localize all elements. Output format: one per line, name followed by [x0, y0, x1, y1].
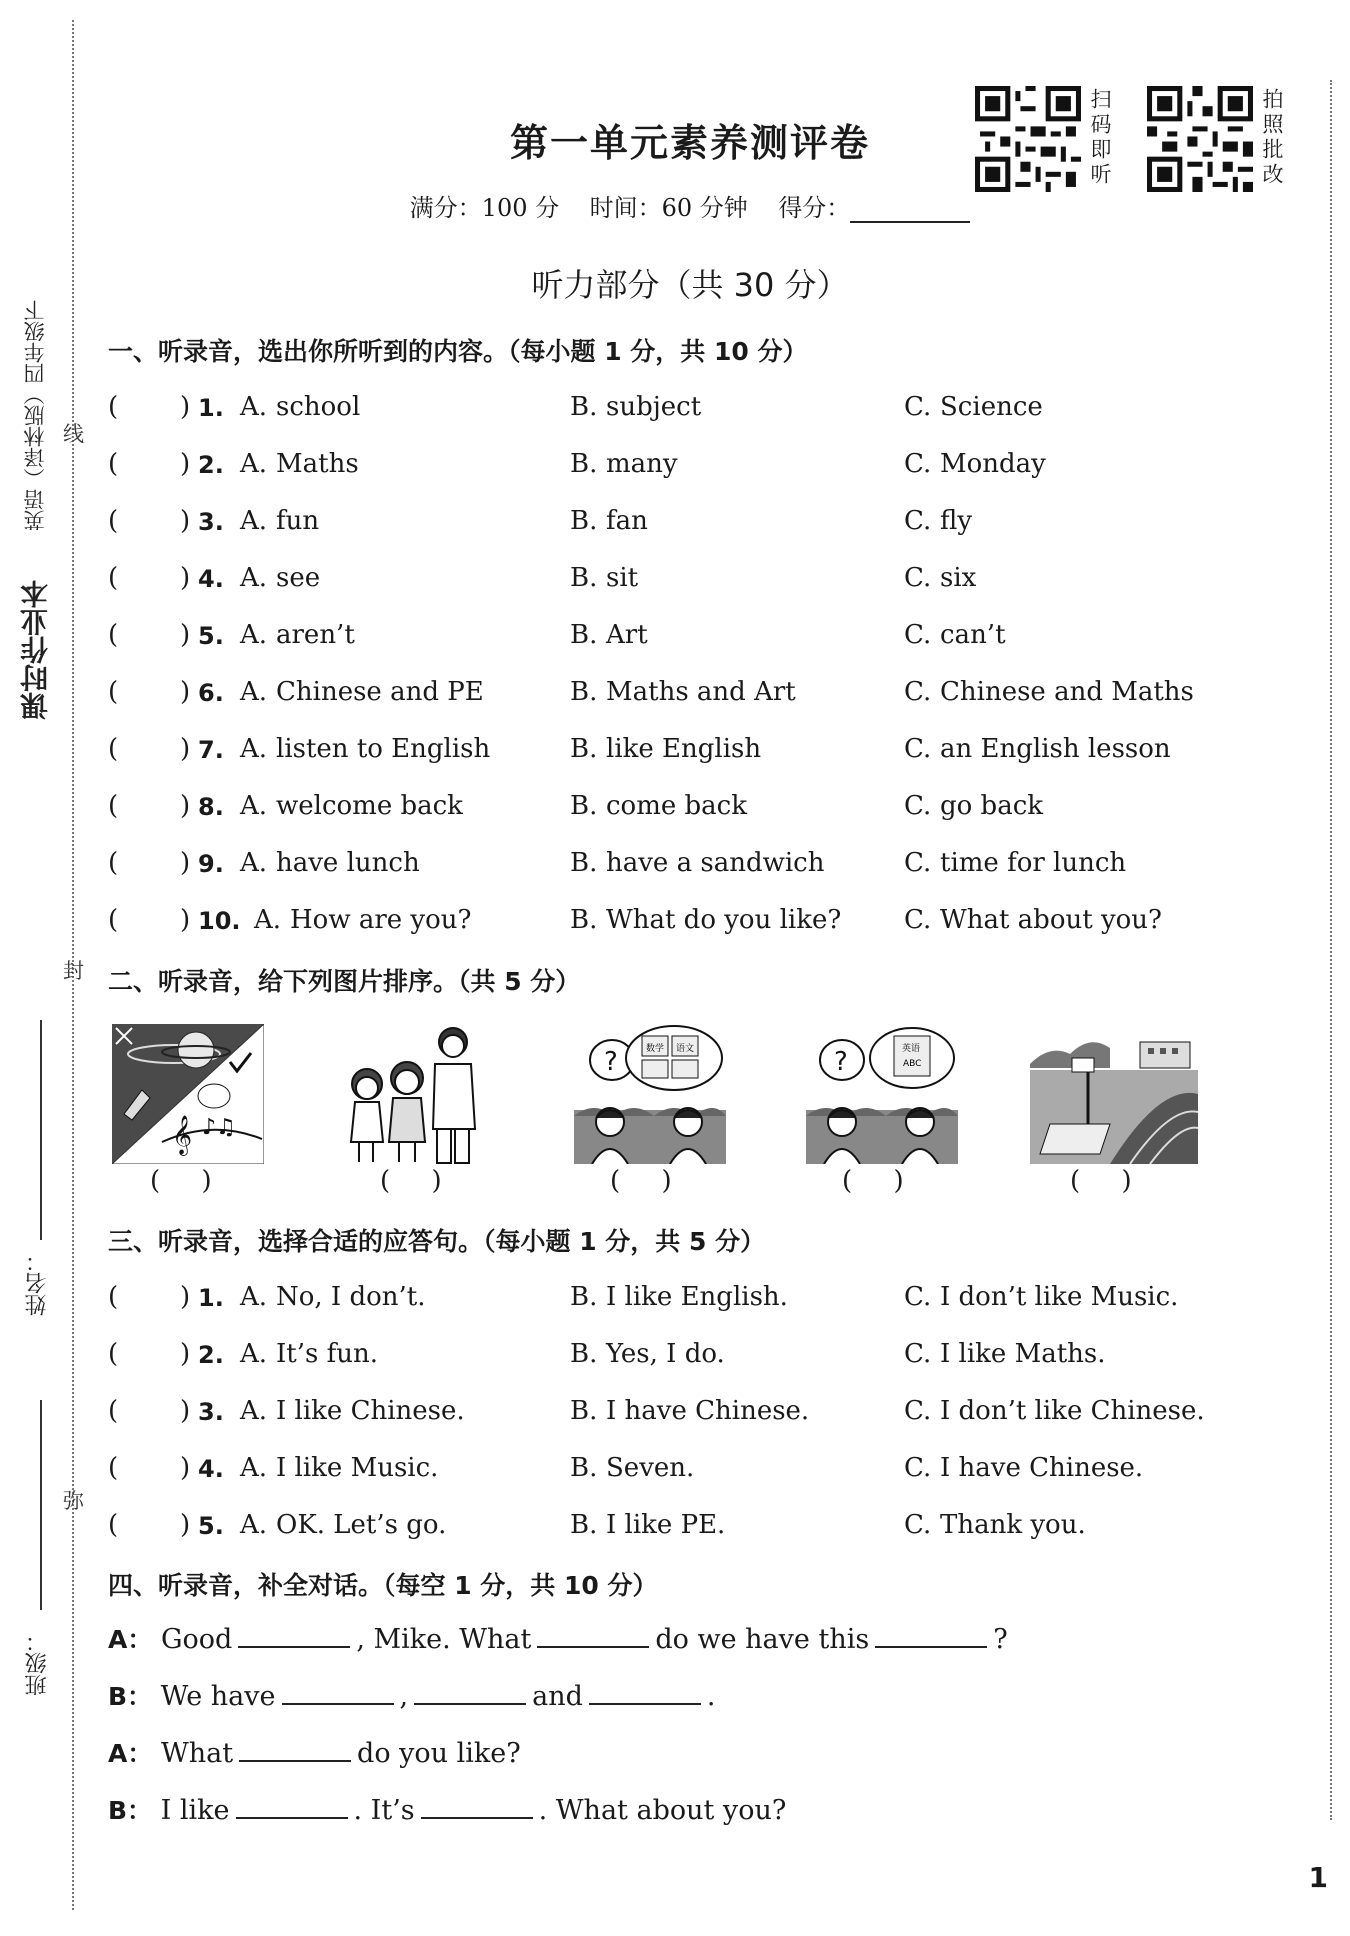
option-text: Yes, I do.: [606, 1339, 725, 1369]
answer-paren-left[interactable]: (: [108, 620, 119, 650]
dialog-text: do we have this: [655, 1624, 870, 1655]
question-row: [108, 734, 1228, 774]
answer-paren-left[interactable]: (: [108, 1510, 119, 1540]
part1-heading: 一、听录音，选出你所听到的内容。（每小题 1 分，共 10 分）: [108, 337, 808, 366]
option-b[interactable]: [570, 791, 747, 821]
speaker-a: A：: [108, 1739, 153, 1768]
question-number: 3.: [198, 508, 224, 536]
svg-text:𝄞: 𝄞: [172, 1115, 193, 1155]
option-a[interactable]: [240, 392, 360, 422]
question-row: [108, 848, 1228, 888]
option-letter: A.: [240, 1339, 268, 1369]
answer-paren-3[interactable]: ( ): [610, 1166, 672, 1196]
option-letter: C.: [904, 677, 932, 707]
option-letter: B.: [570, 791, 598, 821]
option-text: welcome back: [276, 791, 463, 821]
answer-paren-right[interactable]: ): [180, 1510, 191, 1540]
answer-paren-left[interactable]: (: [108, 905, 119, 935]
book-title: 课时作业本: [19, 580, 52, 720]
option-text: Art: [606, 620, 648, 650]
book-subtitle: 英语（译林版）四年级下: [23, 300, 47, 531]
option-text: Seven.: [606, 1453, 695, 1483]
question-number: 7.: [198, 736, 224, 764]
option-a[interactable]: [240, 449, 359, 479]
option-text: Thank you.: [940, 1510, 1086, 1540]
option-text: What about you?: [940, 905, 1162, 935]
option-b[interactable]: [570, 677, 796, 707]
option-b[interactable]: [570, 506, 648, 536]
option-b[interactable]: [570, 1453, 694, 1483]
question-number: 4.: [198, 1455, 224, 1483]
option-letter: A.: [240, 734, 268, 764]
option-c[interactable]: [904, 392, 1043, 422]
answer-blank[interactable]: [239, 1734, 351, 1762]
option-letter: A.: [240, 1282, 268, 1312]
option-text: No, I don’t.: [276, 1282, 426, 1312]
option-letter: B.: [570, 1510, 598, 1540]
option-text: fun: [276, 506, 320, 536]
option-letter: B.: [570, 905, 598, 935]
question-row: [108, 1282, 1228, 1322]
option-c[interactable]: [904, 1510, 1086, 1540]
bubble-text-chinese: 语文: [676, 1044, 695, 1054]
name-blank-line[interactable]: [40, 1020, 42, 1240]
answer-paren-left[interactable]: (: [108, 848, 119, 878]
answer-blank[interactable]: [421, 1791, 533, 1819]
answer-paren-right[interactable]: ): [180, 905, 191, 935]
answer-blank[interactable]: [282, 1677, 394, 1705]
answer-paren-left[interactable]: (: [108, 506, 119, 536]
option-text: Science: [940, 392, 1043, 422]
option-letter: A.: [240, 563, 268, 593]
answer-paren-right[interactable]: ): [180, 1453, 191, 1483]
question-number: 5.: [198, 1512, 224, 1540]
option-text: listen to English: [276, 734, 491, 764]
option-a[interactable]: [240, 1282, 426, 1312]
option-letter: C.: [904, 620, 932, 650]
option-letter: A.: [240, 1510, 268, 1540]
qr-code-grade[interactable]: [1147, 86, 1253, 192]
answer-paren-right[interactable]: ): [180, 449, 191, 479]
option-letter: B.: [570, 677, 598, 707]
speaker-b: B：: [108, 1682, 153, 1711]
option-c[interactable]: [904, 1453, 1143, 1483]
qr-listen-caption: 扫码即听: [1088, 88, 1112, 188]
option-letter: B.: [570, 848, 598, 878]
option-letter: A.: [254, 905, 282, 935]
dialog-text: We have: [160, 1681, 276, 1712]
option-text: What do you like?: [606, 905, 842, 935]
bubble-text-english: 英语: [902, 1044, 921, 1054]
question-row: [108, 1339, 1228, 1379]
option-c[interactable]: [904, 1282, 1178, 1312]
answer-paren-left[interactable]: (: [108, 392, 119, 422]
question-row: [108, 791, 1228, 831]
class-blank-line[interactable]: [40, 1400, 42, 1610]
option-a[interactable]: [254, 905, 471, 935]
picture-family: [345, 1024, 500, 1164]
part3-heading: 三、听录音，选择合适的应答句。（每小题 1 分，共 5 分）: [108, 1227, 766, 1256]
option-c[interactable]: [904, 563, 976, 593]
question-number: 10.: [198, 907, 241, 935]
qr-grade-caption: 拍照批改: [1260, 88, 1284, 188]
svg-text:♪♫: ♪♫: [202, 1115, 236, 1140]
option-c[interactable]: [904, 791, 1043, 821]
dialog-text: .: [706, 1681, 716, 1712]
dialog-text: . It’s: [353, 1795, 415, 1826]
option-b[interactable]: [570, 1282, 788, 1312]
option-a[interactable]: [240, 620, 355, 650]
option-letter: B.: [570, 1396, 598, 1426]
bubble-text-math: 数学: [646, 1044, 665, 1054]
answer-paren-right[interactable]: ): [180, 506, 191, 536]
option-text: have lunch: [276, 848, 420, 878]
option-text: I like PE.: [606, 1510, 726, 1540]
option-a[interactable]: [240, 848, 420, 878]
answer-paren-right[interactable]: ): [180, 1339, 191, 1369]
question-number: 8.: [198, 793, 224, 821]
option-b[interactable]: [570, 848, 824, 878]
option-letter: C.: [904, 1282, 932, 1312]
answer-paren-left[interactable]: (: [108, 791, 119, 821]
option-letter: B.: [570, 563, 598, 593]
option-c[interactable]: [904, 506, 972, 536]
option-text: sit: [606, 563, 639, 593]
dialog-text: do you like?: [357, 1738, 521, 1769]
option-c[interactable]: [904, 734, 1171, 764]
option-letter: B.: [570, 1339, 598, 1369]
score-label: 得分：: [778, 194, 851, 222]
question-number: 1.: [198, 1284, 224, 1312]
picture-boys-english: [806, 1024, 958, 1164]
class-label: 班级：: [25, 1630, 50, 1696]
option-letter: A.: [240, 620, 268, 650]
listening-section-title: 听力部分（共 30 分）: [531, 266, 849, 304]
option-letter: C.: [904, 1453, 932, 1483]
option-text: I like Music.: [276, 1453, 439, 1483]
option-text: can’t: [940, 620, 1006, 650]
question-number: 2.: [198, 1341, 224, 1369]
option-c[interactable]: [904, 449, 1046, 479]
answer-paren-right[interactable]: ): [180, 392, 191, 422]
option-letter: B.: [570, 1453, 598, 1483]
full-score: 满分：100 分: [409, 194, 560, 222]
option-letter: C.: [904, 1339, 932, 1369]
answer-paren-right[interactable]: ): [180, 1396, 191, 1426]
option-text: I like Chinese.: [276, 1396, 465, 1426]
picture-boys-subjects: [574, 1024, 726, 1164]
option-b[interactable]: [570, 734, 761, 764]
option-letter: A.: [240, 791, 268, 821]
dialog-line-1: [108, 1620, 1008, 1656]
option-text: see: [276, 563, 321, 593]
dialog-text: . What about you?: [538, 1795, 787, 1826]
option-a[interactable]: [240, 1339, 378, 1369]
option-letter: C.: [904, 905, 932, 935]
option-letter: C.: [904, 1510, 932, 1540]
question-number: 4.: [198, 565, 224, 593]
option-letter: C.: [904, 506, 932, 536]
option-text: go back: [940, 791, 1044, 821]
option-c[interactable]: [904, 1396, 1205, 1426]
question-row: [108, 506, 1228, 546]
right-dotted-line: [1330, 80, 1332, 1820]
answer-paren-left[interactable]: (: [108, 734, 119, 764]
dialog-text: I like: [160, 1795, 230, 1826]
option-text: fly: [940, 506, 973, 536]
picture-science-music: [112, 1024, 264, 1164]
option-a[interactable]: [240, 1510, 446, 1540]
option-text: Maths: [276, 449, 359, 479]
option-text: aren’t: [276, 620, 355, 650]
answer-paren-left[interactable]: (: [108, 563, 119, 593]
option-text: many: [606, 449, 678, 479]
option-letter: A.: [240, 392, 268, 422]
answer-blank[interactable]: [875, 1620, 987, 1648]
dialog-text: Good: [160, 1624, 233, 1655]
question-number: 5.: [198, 622, 224, 650]
question-row: [108, 1510, 1228, 1550]
dialog-text: What: [160, 1738, 234, 1769]
answer-blank[interactable]: [537, 1620, 649, 1648]
option-letter: C.: [904, 734, 932, 764]
option-text: I have Chinese.: [606, 1396, 810, 1426]
option-b[interactable]: [570, 1339, 725, 1369]
option-letter: A.: [240, 677, 268, 707]
dialog-line-4: [108, 1791, 786, 1827]
option-c[interactable]: [904, 848, 1126, 878]
question-row: [108, 905, 1228, 945]
answer-paren-left[interactable]: (: [108, 1282, 119, 1312]
question-row: [108, 563, 1228, 603]
option-letter: A.: [240, 1396, 268, 1426]
time-limit: 时间：60 分钟: [589, 194, 748, 222]
option-text: Maths and Art: [606, 677, 796, 707]
seal-char-close: 弥: [63, 1489, 84, 1513]
question-number: 1.: [198, 394, 224, 422]
option-a[interactable]: [240, 734, 490, 764]
question-row: [108, 677, 1228, 717]
answer-paren-left[interactable]: (: [108, 677, 119, 707]
dialog-line-3: [108, 1734, 521, 1770]
answer-paren-left[interactable]: (: [108, 449, 119, 479]
option-b[interactable]: [570, 1510, 725, 1540]
option-text: Chinese and PE: [276, 677, 484, 707]
answer-paren-4[interactable]: ( ): [842, 1166, 904, 1196]
option-letter: C.: [904, 392, 932, 422]
answer-paren-5[interactable]: ( ): [1070, 1166, 1132, 1196]
option-c[interactable]: [904, 1339, 1106, 1369]
option-letter: B.: [570, 1282, 598, 1312]
answer-paren-right[interactable]: ): [180, 1282, 191, 1312]
answer-paren-right[interactable]: ): [180, 677, 191, 707]
option-text: I like Maths.: [940, 1339, 1106, 1369]
option-b[interactable]: [570, 392, 701, 422]
option-text: subject: [606, 392, 702, 422]
option-letter: C.: [904, 449, 932, 479]
option-letter: C.: [904, 791, 932, 821]
answer-paren-right[interactable]: ): [180, 734, 191, 764]
dialog-text: ?: [993, 1624, 1008, 1655]
option-text: I don’t like Music.: [940, 1282, 1179, 1312]
option-text: Monday: [940, 449, 1046, 479]
answer-paren-left[interactable]: (: [108, 1453, 119, 1483]
bubble-text-abc: ABC: [903, 1059, 922, 1069]
option-letter: C.: [904, 563, 932, 593]
answer-paren-right[interactable]: ): [180, 563, 191, 593]
option-text: come back: [606, 791, 747, 821]
answer-blank[interactable]: [238, 1620, 350, 1648]
question-number: 2.: [198, 451, 224, 479]
option-a[interactable]: [240, 563, 320, 593]
option-letter: C.: [904, 848, 932, 878]
option-text: an English lesson: [940, 734, 1171, 764]
question-number: 6.: [198, 679, 224, 707]
qr-code-listen[interactable]: [975, 86, 1081, 192]
option-text: It’s fun.: [276, 1339, 378, 1369]
answer-paren-right[interactable]: ): [180, 620, 191, 650]
option-letter: C.: [904, 1396, 932, 1426]
option-b[interactable]: [570, 563, 638, 593]
option-text: time for lunch: [940, 848, 1127, 878]
option-text: fan: [606, 506, 648, 536]
option-a[interactable]: [240, 1453, 438, 1483]
answer-blank[interactable]: [589, 1677, 701, 1705]
part2-heading: 二、听录音，给下列图片排序。（共 5 分）: [108, 967, 581, 996]
answer-paren-1[interactable]: ( ): [150, 1166, 212, 1196]
option-b[interactable]: [570, 620, 648, 650]
dialog-text: and: [532, 1681, 583, 1712]
seal-char-seal: 封: [63, 959, 84, 983]
option-text: How are you?: [290, 905, 472, 935]
option-c[interactable]: [904, 677, 1194, 707]
svg-text:?: ?: [604, 1047, 618, 1077]
option-a[interactable]: [240, 791, 463, 821]
speaker-b: B：: [108, 1796, 153, 1825]
score-blank[interactable]: [850, 199, 970, 223]
option-text: like English: [606, 734, 762, 764]
option-text: six: [940, 563, 977, 593]
speaker-a: A：: [108, 1625, 153, 1654]
option-text: school: [276, 392, 361, 422]
option-a[interactable]: [240, 506, 319, 536]
option-b[interactable]: [570, 449, 678, 479]
seal-char-line: 线: [63, 422, 84, 446]
answer-blank[interactable]: [236, 1791, 348, 1819]
answer-paren-right[interactable]: ): [180, 848, 191, 878]
option-letter: B.: [570, 449, 598, 479]
option-letter: B.: [570, 506, 598, 536]
question-row: [108, 620, 1228, 660]
page-title: 第一单元素养测评卷: [509, 120, 870, 165]
svg-text:?: ?: [834, 1047, 848, 1077]
question-row: [108, 1396, 1228, 1436]
dialog-line-2: [108, 1677, 715, 1713]
option-text: I have Chinese.: [940, 1453, 1144, 1483]
option-letter: A.: [240, 848, 268, 878]
option-letter: B.: [570, 734, 598, 764]
question-number: 3.: [198, 1398, 224, 1426]
dialog-text: , Mike. What: [356, 1624, 532, 1655]
option-letter: A.: [240, 506, 268, 536]
answer-paren-left[interactable]: (: [108, 1396, 119, 1426]
option-letter: B.: [570, 620, 598, 650]
answer-paren-2[interactable]: ( ): [380, 1166, 442, 1196]
picture-school-playground: [1030, 1024, 1198, 1164]
option-a[interactable]: [240, 677, 484, 707]
option-b[interactable]: [570, 905, 841, 935]
question-row: [108, 449, 1228, 489]
option-text: OK. Let’s go.: [276, 1510, 447, 1540]
option-text: I like English.: [606, 1282, 788, 1312]
option-letter: A.: [240, 1453, 268, 1483]
exam-meta: [300, 188, 1080, 223]
option-c[interactable]: [904, 620, 1006, 650]
option-text: I don’t like Chinese.: [940, 1396, 1205, 1426]
part4-heading: 四、听录音，补全对话。（每空 1 分，共 10 分）: [108, 1571, 658, 1600]
option-b[interactable]: [570, 1396, 809, 1426]
option-letter: B.: [570, 392, 598, 422]
answer-paren-left[interactable]: (: [108, 1339, 119, 1369]
option-a[interactable]: [240, 1396, 465, 1426]
answer-paren-right[interactable]: ): [180, 791, 191, 821]
dialog-text: ,: [399, 1681, 409, 1712]
option-text: have a sandwich: [606, 848, 825, 878]
option-text: Chinese and Maths: [940, 677, 1194, 707]
page-number: 1: [1308, 1861, 1328, 1894]
question-number: 9.: [198, 850, 224, 878]
option-letter: A.: [240, 449, 268, 479]
question-row: [108, 392, 1228, 432]
option-c[interactable]: [904, 905, 1162, 935]
answer-blank[interactable]: [414, 1677, 526, 1705]
question-row: [108, 1453, 1228, 1493]
name-label: 姓名：: [25, 1250, 50, 1316]
